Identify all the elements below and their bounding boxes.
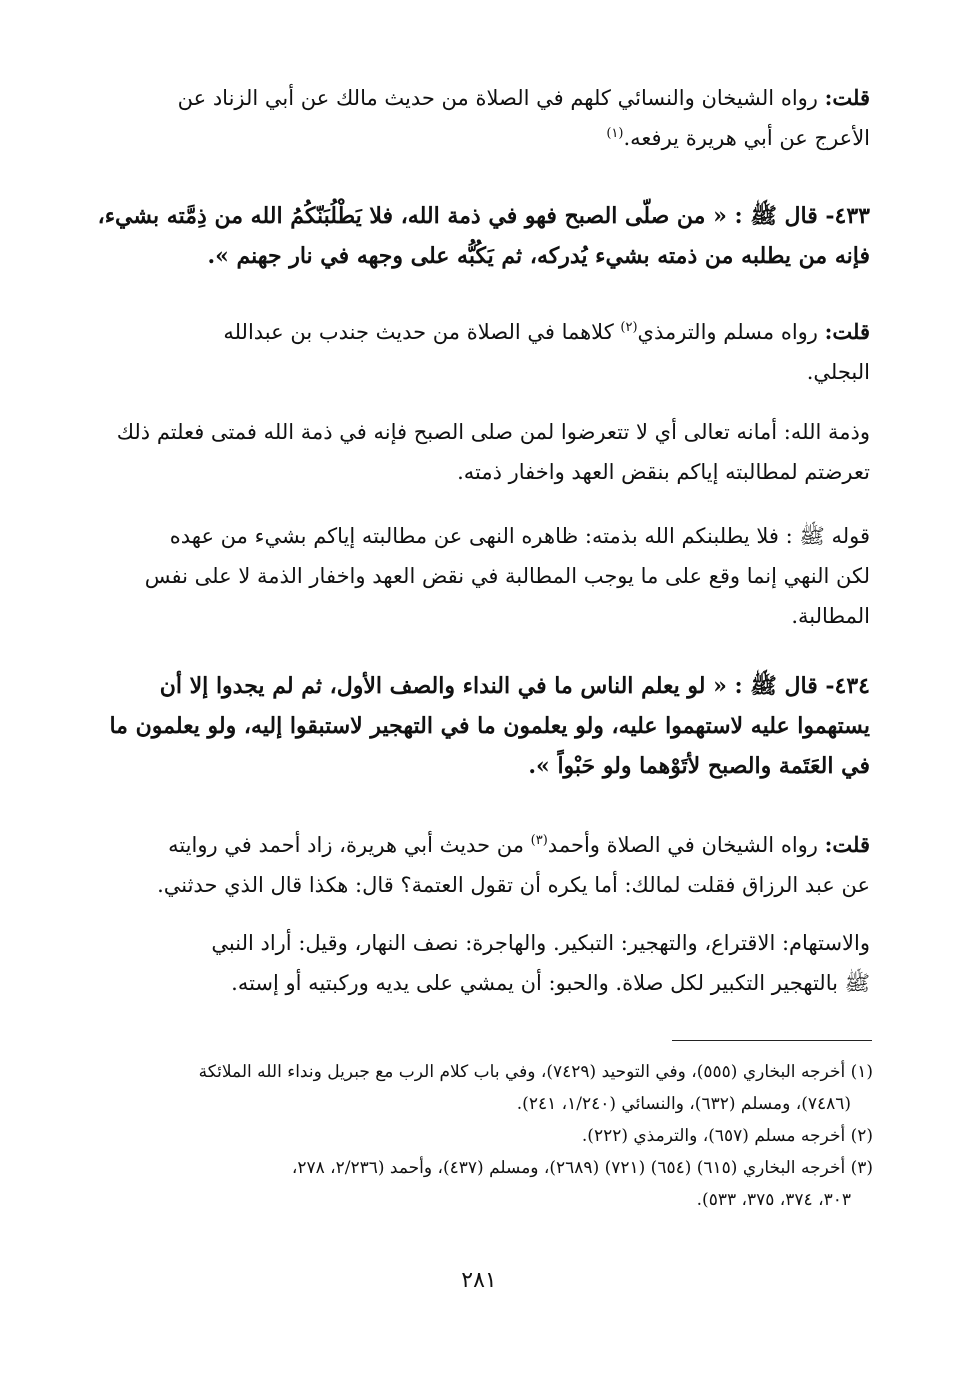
- hadith-line: فإنه من يطلبه من ذمته بشيء يُدركه، ثم يَكُبُّه على وجهه في نار جهنم ».: [207, 243, 870, 269]
- paragraph-dhimma: [95, 412, 870, 492]
- paragraph-riwaya-1: [95, 78, 870, 158]
- paragraph-line: لكن النهي إنما وقع على ما يوجب المطالبة في نقض العهد واخفار الذمة لا على نفس: [144, 564, 870, 588]
- footnote-2: (٢) أخرجه مسلم (٦٥٧)، والترمذي (٢٢٢).: [581, 1126, 873, 1146]
- paragraph-line: عن عبد الرزاق فقلت لمالك: أما يكره أن تقول العتمة؟ قال: هكذا قال الذي حدثني.: [157, 873, 870, 897]
- paragraph-text: رواه الشيخان في الصلاة وأحمد: [547, 833, 818, 857]
- paragraph-line: [95, 312, 870, 352]
- paragraph-qawluhu: [95, 516, 870, 636]
- footnote-1: (١) أخرجه البخاري (٥٥٥)، وفي التوحيد (٧٤٢٩)، وفي باب كلام الرب مع جبريل ونداء الله الملائكة: [198, 1062, 873, 1082]
- footnote-ref: (٣): [530, 833, 548, 848]
- qult-label: قلت:: [824, 832, 870, 857]
- paragraph-text: من حديث أبي هريرة، زاد أحمد في روايته: [168, 833, 524, 857]
- qult-label: قلت:: [824, 85, 870, 110]
- paragraph-line: [95, 118, 870, 158]
- paragraph-text: رواه مسلم والترمذي: [637, 320, 818, 344]
- paragraph-line: [95, 825, 870, 865]
- paragraph-text: الأعرج عن أبي هريرة يرفعه.: [623, 126, 870, 150]
- paragraph-line: المطالبة.: [791, 604, 870, 628]
- footnote-divider: [672, 1040, 872, 1041]
- qult-label: قلت:: [824, 319, 870, 344]
- paragraph-riwaya-3: [95, 825, 870, 905]
- hadith-434: [95, 666, 870, 786]
- hadith-433: [95, 196, 870, 276]
- paragraph-line: والاستهام: الاقتراع، والتهجير: التبكير. والهاجرة: نصف النهار، وقيل: أراد النبي: [211, 931, 870, 955]
- paragraph-line: [95, 78, 870, 118]
- footnote-ref: (١): [606, 126, 624, 141]
- hadith-line: ٤٣٣- قال ﷺ : « من صلّى الصبح فهو في ذمة الله، فلا يَطْلُبَنّكُمُ الله من ذِمَّته بشيء،: [97, 203, 870, 229]
- footnote-1-cont: (٧٤٨٦)، ومسلم (٦٣٢)، والنسائي (١/٢٤٠، ٢٤١).: [516, 1094, 851, 1114]
- footnote-ref: (٢): [620, 320, 638, 335]
- paragraph-riwaya-2: [95, 312, 870, 392]
- hadith-line: في العَتَمة والصبح لأتَوْهما ولو حَبْواً ».: [528, 753, 870, 779]
- paragraph-line: قوله ﷺ : فلا يطلبنكم الله بذمته: ظاهره النهى عن مطالبته إياكم بشيء من عهده: [169, 524, 870, 548]
- page-number: ٢٨١: [461, 1268, 497, 1293]
- hadith-line: ٤٣٤- قال ﷺ : « لو يعلم الناس ما في النداء والصف الأول، ثم لم يجدوا إلا أن: [159, 673, 870, 699]
- paragraph-line: البجلي.: [806, 360, 870, 384]
- paragraph-istiham: [95, 923, 870, 1003]
- footnote-3-cont: ٣٠٣، ٣٧٤، ٣٧٥، ٥٣٣).: [696, 1190, 851, 1210]
- footnote-3: (٣) أخرجه البخاري (٦١٥) (٦٥٤) (٧٢١) (٢٦٨٩)، ومسلم (٤٣٧)، وأحمد (٢/٢٣٦، ٢٧٨،: [291, 1158, 873, 1178]
- paragraph-line: ﷺ بالتهجير التكبير لكل صلاة. والحبو: أن يمشي على يديه وركبتيه أو إسته.: [231, 971, 870, 995]
- paragraph-line: وذمة الله: أمانه تعالى أي لا تتعرضوا لمن صلى الصبح فإنه في ذمة الله فمتى فعلتم ذلك: [116, 420, 870, 444]
- paragraph-text: رواه الشيخان والنسائي كلهم في الصلاة من حديث مالك عن أبي الزناد عن: [177, 86, 818, 110]
- paragraph-text: كلاهما في الصلاة من حديث جندب بن عبدالله: [223, 320, 614, 344]
- footnotes: [95, 1056, 873, 1216]
- hadith-line: يستهموا عليه لاستهموا عليه، ولو يعلمون ما في التهجير لاستبقوا إليه، ولو يعلمون ما: [109, 713, 870, 739]
- paragraph-line: تعرضتم لمطالبته إياكم بنقض العهد واخفار ذمته.: [457, 460, 870, 484]
